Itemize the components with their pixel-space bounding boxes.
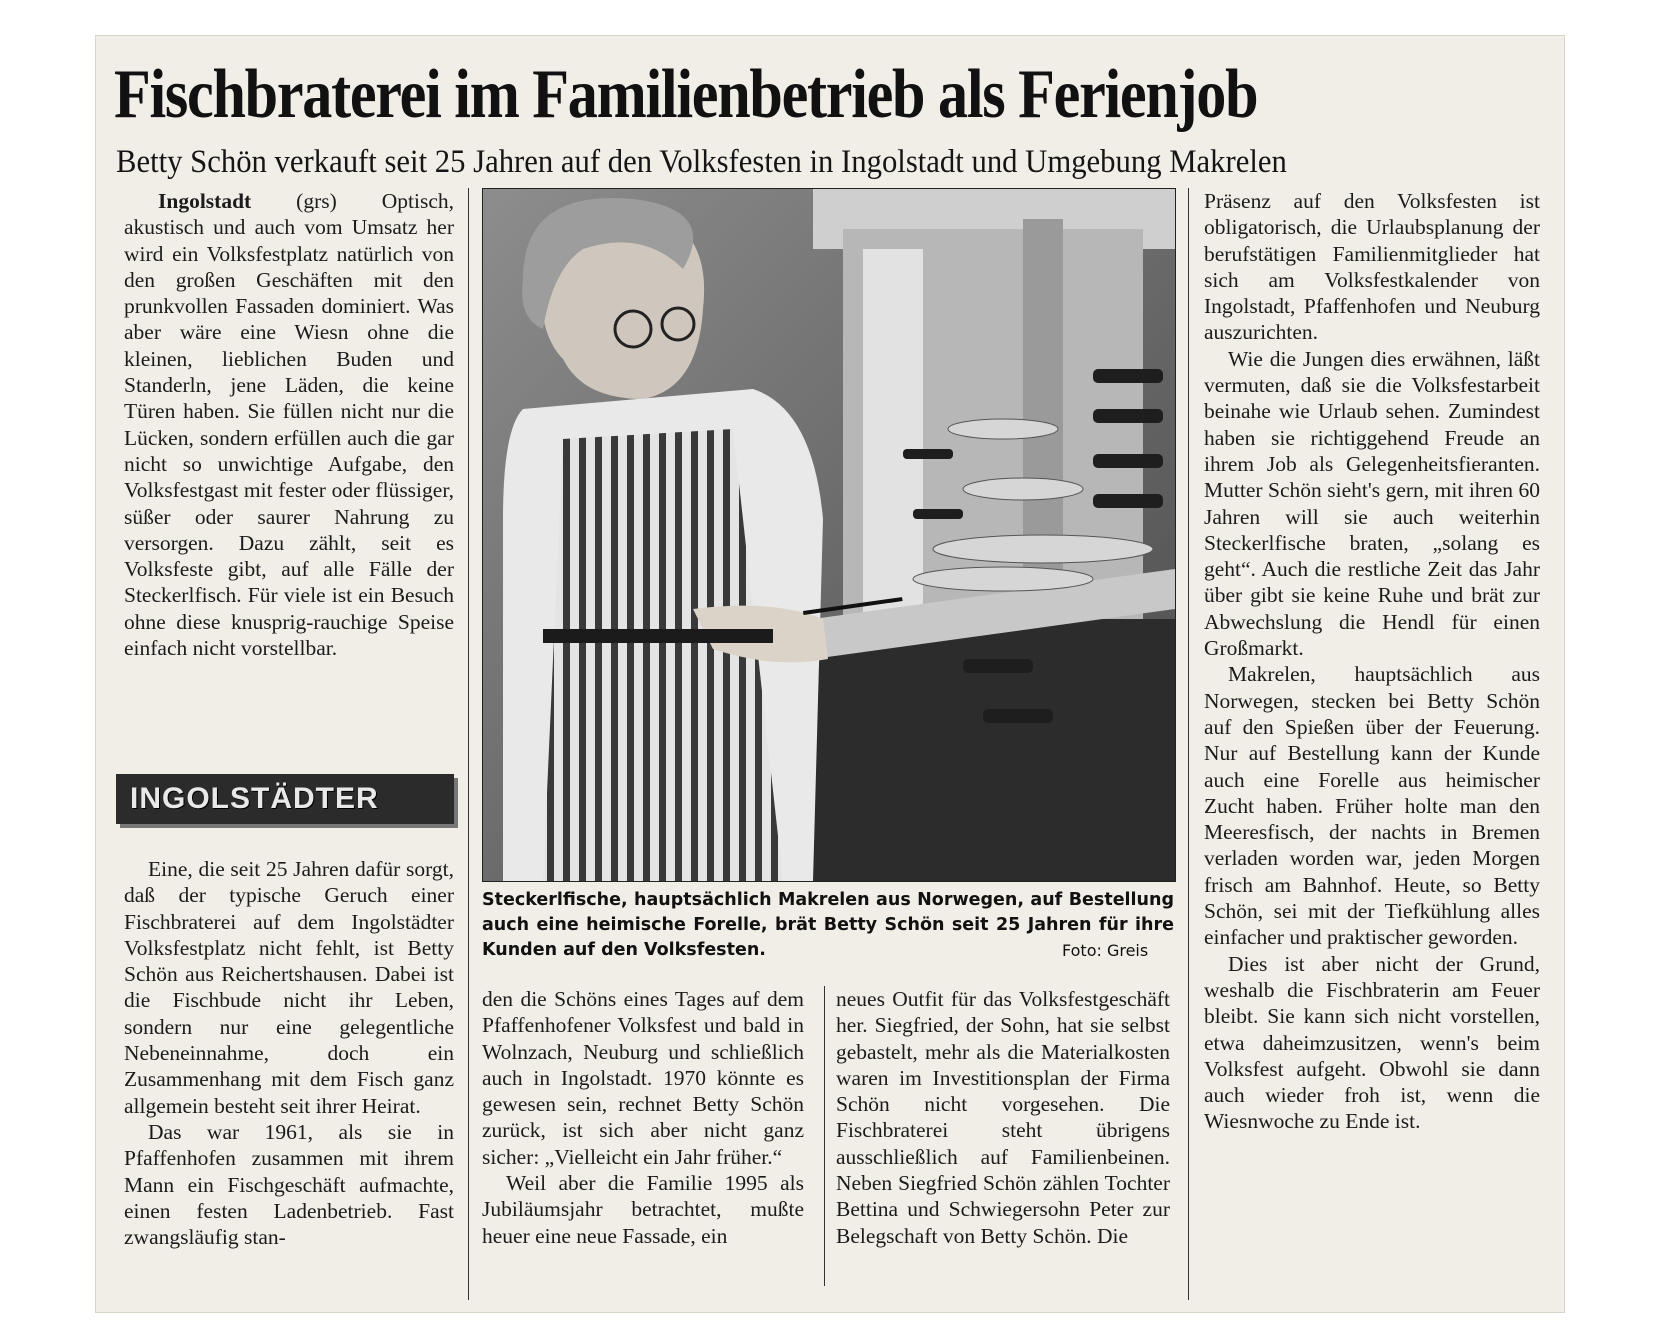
column-1-top <box>124 188 454 661</box>
photo-caption: Steckerlfische, hauptsächlich Makrelen aus Norwegen, auf Bestellung auch eine heimische Forelle, brät Betty Schön seit 25 Jahren für ihre Kunden auf den Volksfesten. <box>482 890 1174 960</box>
newspaper-clipping <box>96 36 1564 1312</box>
subheadline: Betty Schön verkauft seit 25 Jahren auf den Volksfesten in Ingolstadt und Umgebung Makrelen <box>116 144 1287 180</box>
column-2 <box>482 986 804 1249</box>
column-divider <box>1188 188 1189 1300</box>
paragraph: Das war 1961, als sie in Pfaffenhofen zusammen mit ihrem Mann ein Fischgeschäft aufmachte, einen festen Ladenbetrieb. Fast zwangsläufig stan- <box>124 1119 454 1250</box>
paragraph: Makrelen, hauptsächlich aus Norwegen, stecken bei Betty Schön auf den Spießen über der Feuerung. Nur auf Bestellung kann der Kunde auch eine Forelle aus heimischer Zucht haben. Früher holte man den Meeresfisch, der nachts in Bremen verladen worden war, jeden Morgen frisch am Bahnhof. Heute, so Betty Schön, sei mit der Tiefkühlung alles einfacher und praktischer geworden. <box>1204 662 1540 950</box>
column-divider <box>824 986 825 1286</box>
column-1-bottom <box>124 856 454 1250</box>
paragraph: neues Outfit für das Volksfestgeschäft her. Siegfried, der Sohn, hat sie selbst gebastelt, mehr als die Materialkosten waren im Investitionsplan der Firma Schön nicht vorgesehen. Die Fischbraterei steht übrigens ausschließlich auf Familienbeinen. Neben Siegfried Schön zählen Tochter Bettina und Schwiegersohn Peter zur Belegschaft von Betty Schön. Die <box>836 987 1170 1248</box>
section-kicker-label: INGOLSTÄDTER <box>130 782 379 815</box>
paragraph <box>124 188 454 661</box>
headline: Fischbraterei im Familienbetrieb als Ferienjob <box>114 56 1258 133</box>
photo-illustration <box>483 189 1175 881</box>
photo-credit: Foto: Greis <box>1062 941 1149 960</box>
paragraph: Wie die Jungen dies erwähnen, läßt vermuten, daß sie die Volksfestarbeit beinahe wie Urlaub sehen. Zumindest haben sie richtiggehend Freude an ihrem Job als Gelegenheitsfieranten. Mutter Schön sieht's gern, mit ihren 60 Jahren will sie auch weiterhin Steckerlfische braten, „solang es geht“. Auch die restliche Zeit das Jahr über gibt sie keine Ruhe und brät zur Abwechslung die Hendl für einen Großmarkt. <box>1204 346 1540 661</box>
paragraph-text: (grs) Optisch, akustisch und auch vom Umsatz her wird ein Volksfestplatz natürlich von den großen Geschäften mit den prunkvollen Fassaden dominiert. Was aber wäre eine Wiesn ohne die kleinen, lieblichen Buden und Standerln, jene Läden, die keine Türen haben. Sie füllen nicht nur die Lücken, sondern erfüllen auch die gar nicht so unwichtige Aufgabe, den Volksfestgast mit fester oder flüssiger, süßer oder saurer Nahrung zu versorgen. Dazu zählt, seit es Volksfeste gibt, auf alle Fälle der Steckerlfisch. Für viele ist ein Besuch ohne diese knusprig-rauchige Speise einfach nicht vorstellbar. <box>124 189 454 661</box>
paragraph: Dies ist aber nicht der Grund, weshalb die Fischbraterin am Feuer bleibt. Sie kann sich nicht vorstellen, etwa daheimzusitzen, wenn's beim Volksfest aufgeht. Obwohl sie dann auch wieder froh ist, wenn die Wiesnwoche zu Ende ist. <box>1204 951 1540 1134</box>
paragraph: Präsenz auf den Volksfesten ist obligatorisch, die Urlaubsplanung der berufstätigen Familienmitglieder hat sich am Volksfestkalender von Ingolstadt, Pfaffenhofen und Neuburg auszurichten. <box>1204 189 1540 345</box>
paragraph: Weil aber die Familie 1995 als Jubiläumsjahr betrachtet, mußte heuer eine neue Fassade, ein <box>482 1171 804 1248</box>
dateline: Ingolstadt <box>158 189 252 213</box>
paragraph: Eine, die seit 25 Jahren dafür sorgt, daß der typische Geruch einer Fischbraterei auf dem Ingolstädter Volksfestplatz nicht fehlt, ist Betty Schön aus Reichertshausen. Dabei ist die Fischbude nicht ihr Leben, sondern nur eine gelegentliche Nebeneinnahme, doch ein Zusammenhang mit dem Fisch ganz allgemein besteht seit ihrer Heirat. <box>124 857 454 1118</box>
column-3 <box>836 986 1170 1249</box>
column-4 <box>1204 188 1540 1135</box>
column-divider <box>468 188 469 1300</box>
news-photo <box>482 188 1176 882</box>
paragraph: den die Schöns eines Tages auf dem Pfaffenhofener Volksfest und bald in Wolnzach, Neuburg und schließlich auch in Ingolstadt. 1970 könnte es gewesen sein, rechnet Betty Schön zurück, ist sich aber nicht ganz sicher: „Vielleicht ein Jahr früher.“ <box>482 987 804 1169</box>
section-kicker <box>116 774 454 824</box>
